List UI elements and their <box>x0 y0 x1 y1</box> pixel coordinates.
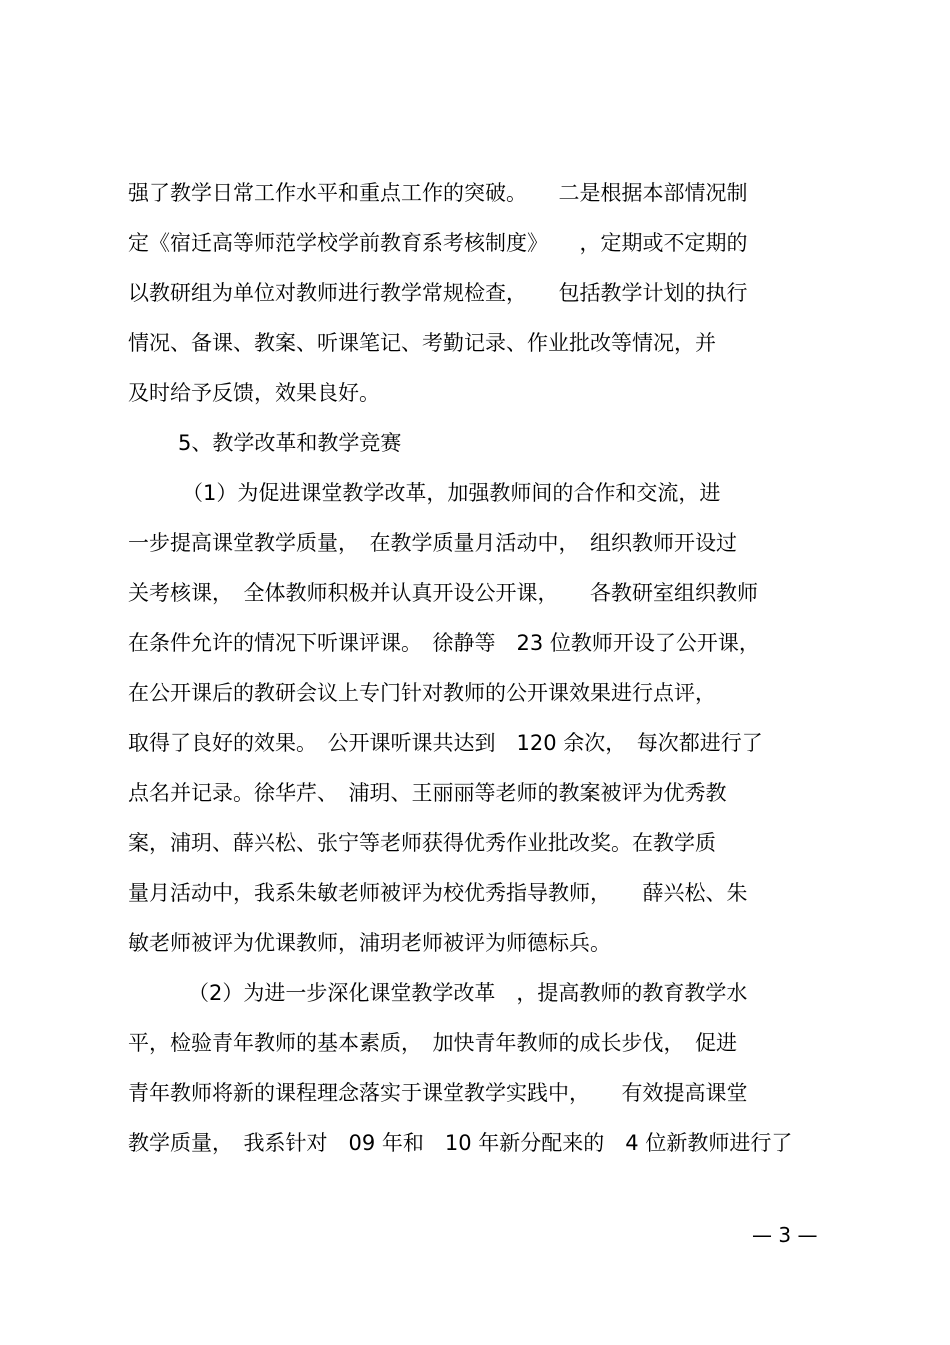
text-line: 关考核课， 全体教师积极并认真开设公开课， 各教研室组织教师 <box>128 581 758 605</box>
text-line: 定《宿迁高等师范学校学前教育系考核制度》 ，定期或不定期的 <box>128 231 748 255</box>
text-line: 点名并记录。徐华芹、 浦玥、王丽丽等老师的教案被评为优秀教 <box>128 781 727 805</box>
text-line: 敏老师被评为优课教师，浦玥老师被评为师德标兵。 <box>128 931 611 955</box>
text-line: 教学质量， 我系针对 09 年和 10 年新分配来的 4 位新教师进行了 <box>128 1131 793 1155</box>
text-line: 在公开课后的教研会议上专门针对教师的公开课效果进行点评， <box>128 681 716 705</box>
section-heading: 5、教学改革和教学竞赛 <box>178 431 402 455</box>
text-line: （1）为促进课堂教学改革，加强教师间的合作和交流，进 <box>182 481 721 505</box>
text-line: 青年教师将新的课程理念落实于课堂教学实践中， 有效提高课堂 <box>128 1081 748 1105</box>
text-line: 一步提高课堂教学质量， 在教学质量月活动中， 组织教师开设过 <box>128 531 737 555</box>
text-line: （2）为进一步深化课堂教学改革 ，提高教师的教育教学水 <box>188 981 748 1005</box>
text-line: 情况、备课、教案、听课笔记、考勤记录、作业批改等情况，并 <box>128 331 716 355</box>
text-line: 取得了良好的效果。 公开课听课共达到 120 余次， 每次都进行了 <box>128 731 763 755</box>
text-line: 强了教学日常工作水平和重点工作的突破。 二是根据本部情况制 <box>128 181 748 205</box>
text-line: 案，浦玥、薛兴松、张宁等老师获得优秀作业批改奖。在教学质 <box>128 831 716 855</box>
text-line: 平，检验青年教师的基本素质， 加快青年教师的成长步伐， 促进 <box>128 1031 737 1055</box>
text-line: 在条件允许的情况下听课评课。 徐静等 23 位教师开设了公开课， <box>128 631 760 655</box>
text-line: 以教研组为单位对教师进行教学常规检查， 包括教学计划的执行 <box>128 281 748 305</box>
page-number: — 3 — <box>752 1223 818 1247</box>
text-line: 量月活动中，我系朱敏老师被评为校优秀指导教师， 薛兴松、朱 <box>128 881 748 905</box>
text-line: 及时给予反馈，效果良好。 <box>128 381 380 405</box>
